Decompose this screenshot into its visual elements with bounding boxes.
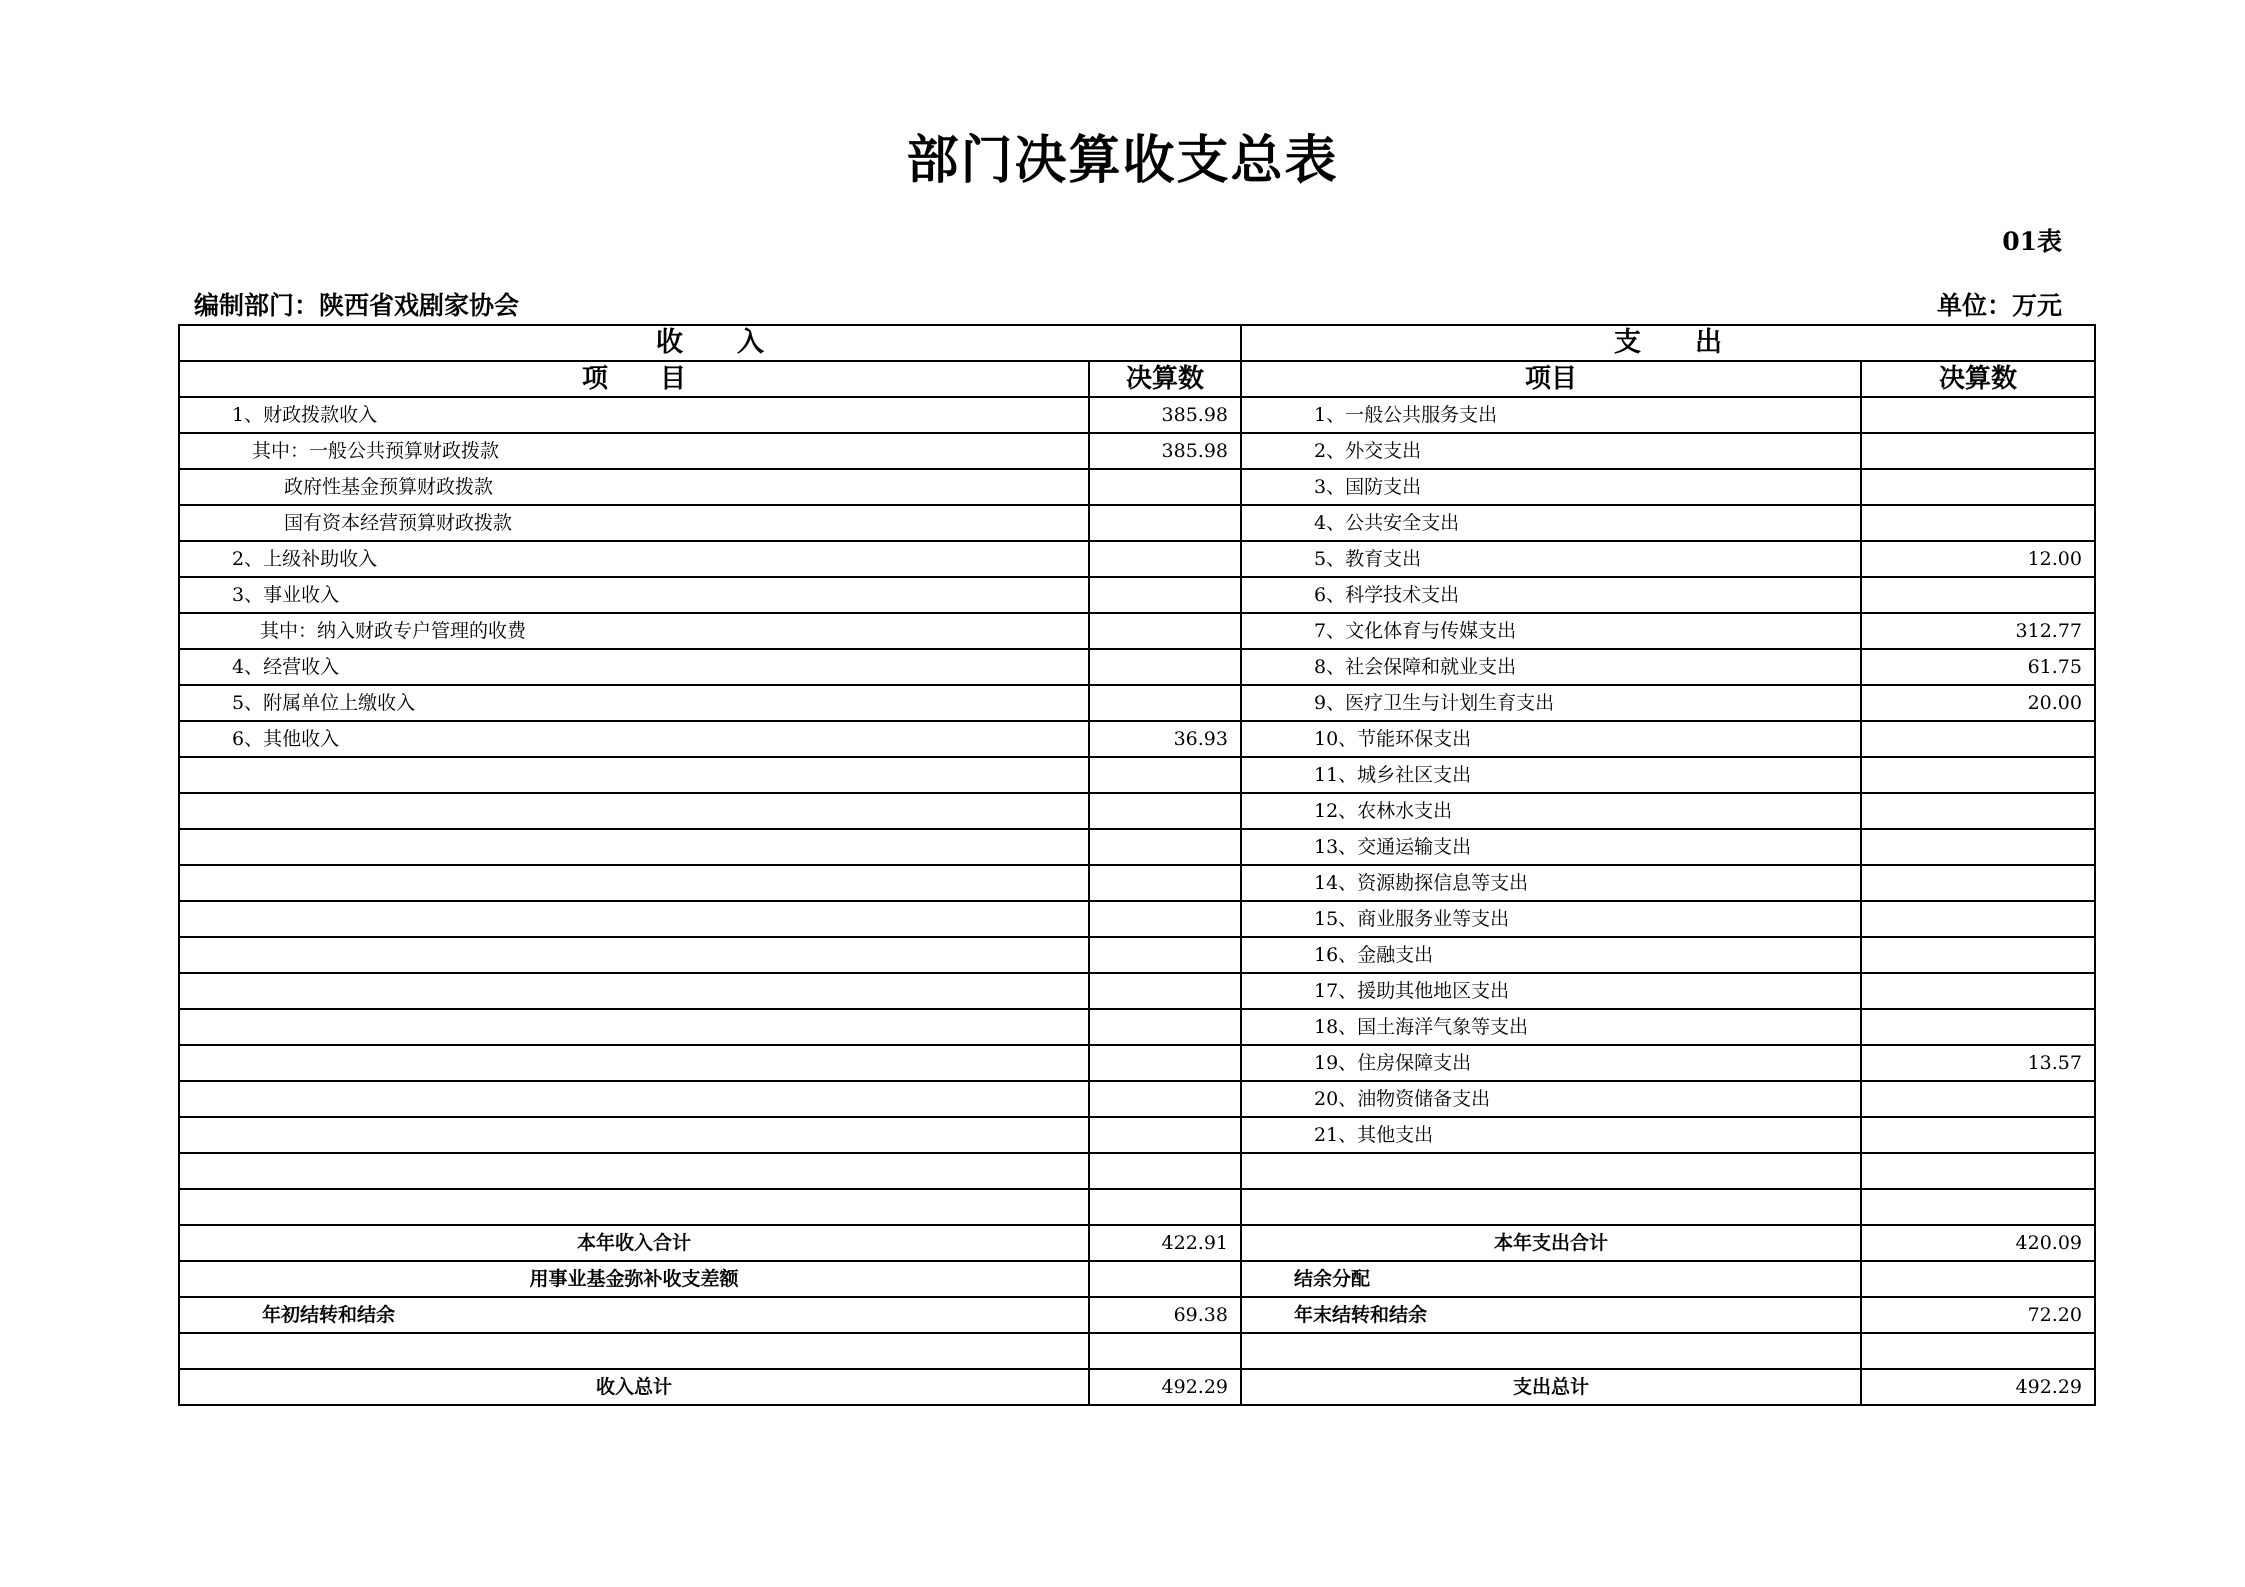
income-amount	[1089, 1045, 1241, 1081]
surplus-allocation-value	[1861, 1261, 2095, 1297]
income-item: 4、经营收入	[179, 649, 1089, 685]
table-row	[179, 613, 2095, 649]
expense-amount: 12.00	[1861, 541, 2095, 577]
expense-amount	[1861, 397, 2095, 433]
income-item	[179, 865, 1089, 901]
expense-item: 20、油物资储备支出	[1241, 1081, 1861, 1117]
income-item	[179, 757, 1089, 793]
expense-item: 5、教育支出	[1241, 541, 1861, 577]
expense-total-label: 本年支出合计	[1241, 1225, 1861, 1261]
income-item-header: 项 目	[179, 361, 1089, 397]
table-row	[179, 757, 2095, 793]
income-amount: 385.98	[1089, 433, 1241, 469]
table-row	[179, 649, 2095, 685]
income-item	[179, 901, 1089, 937]
income-total-label: 本年收入合计	[179, 1225, 1089, 1261]
table-row	[179, 469, 2095, 505]
income-amount	[1089, 649, 1241, 685]
column-header-row	[179, 361, 2095, 397]
expense-amount	[1861, 469, 2095, 505]
expense-amount	[1861, 829, 2095, 865]
expense-item: 14、资源勘探信息等支出	[1241, 865, 1861, 901]
table-row	[179, 433, 2095, 469]
income-amount	[1089, 685, 1241, 721]
expense-amount	[1861, 505, 2095, 541]
expense-item: 21、其他支出	[1241, 1117, 1861, 1153]
table-row	[179, 1081, 2095, 1117]
section-header-row	[179, 325, 2095, 361]
blank-cell	[1089, 1333, 1241, 1369]
table-row	[179, 1045, 2095, 1081]
expense-item: 4、公共安全支出	[1241, 505, 1861, 541]
begin-balance-value: 69.38	[1089, 1297, 1241, 1333]
expense-item: 19、住房保障支出	[1241, 1045, 1861, 1081]
expense-section-header: 支 出	[1241, 325, 2095, 361]
income-amount	[1089, 937, 1241, 973]
income-item	[179, 1045, 1089, 1081]
income-item: 其中：一般公共预算财政拨款	[179, 433, 1089, 469]
blank-row	[179, 1333, 2095, 1369]
table-row	[179, 1189, 2095, 1225]
table-row	[179, 577, 2095, 613]
income-amount	[1089, 1009, 1241, 1045]
table-row	[179, 721, 2095, 757]
department-label: 编制部门：陕西省戏剧家协会	[194, 291, 520, 320]
income-amount	[1089, 865, 1241, 901]
grand-expense-value: 492.29	[1861, 1369, 2095, 1405]
table-row	[179, 505, 2095, 541]
expense-item: 15、商业服务业等支出	[1241, 901, 1861, 937]
income-expense-table	[178, 324, 2096, 1406]
table-row	[179, 541, 2095, 577]
income-amount	[1089, 541, 1241, 577]
grand-expense-label: 支出总计	[1241, 1369, 1861, 1405]
expense-item: 12、农林水支出	[1241, 793, 1861, 829]
income-item	[179, 793, 1089, 829]
expense-amount	[1861, 1009, 2095, 1045]
expense-item: 6、科学技术支出	[1241, 577, 1861, 613]
expense-item: 11、城乡社区支出	[1241, 757, 1861, 793]
income-item	[179, 829, 1089, 865]
expense-amount	[1861, 1153, 2095, 1189]
expense-amount: 13.57	[1861, 1045, 2095, 1081]
table-number: 01表	[2002, 227, 2062, 256]
expense-amount: 20.00	[1861, 685, 2095, 721]
expense-total-value: 420.09	[1861, 1225, 2095, 1261]
income-amount	[1089, 1117, 1241, 1153]
income-amount	[1089, 829, 1241, 865]
income-amount	[1089, 613, 1241, 649]
begin-balance-label: 年初结转和结余	[179, 1297, 1089, 1333]
expense-item: 17、援助其他地区支出	[1241, 973, 1861, 1009]
expense-item: 3、国防支出	[1241, 469, 1861, 505]
income-item: 国有资本经营预算财政拨款	[179, 505, 1089, 541]
balance-row	[179, 1297, 2095, 1333]
income-amount	[1089, 793, 1241, 829]
income-item	[179, 973, 1089, 1009]
expense-item: 16、金融支出	[1241, 937, 1861, 973]
expense-amount	[1861, 757, 2095, 793]
income-total-value: 422.91	[1089, 1225, 1241, 1261]
expense-amount	[1861, 901, 2095, 937]
expense-item: 9、医疗卫生与计划生育支出	[1241, 685, 1861, 721]
fund-value	[1089, 1261, 1241, 1297]
expense-amount	[1861, 973, 2095, 1009]
expense-item	[1241, 1153, 1861, 1189]
expense-item	[1241, 1189, 1861, 1225]
income-item: 政府性基金预算财政拨款	[179, 469, 1089, 505]
expense-item: 8、社会保障和就业支出	[1241, 649, 1861, 685]
page-title: 部门决算收支总表	[906, 130, 1339, 191]
income-item	[179, 1081, 1089, 1117]
income-item: 6、其他收入	[179, 721, 1089, 757]
table-row	[179, 1117, 2095, 1153]
end-balance-label: 年末结转和结余	[1241, 1297, 1861, 1333]
income-amount	[1089, 757, 1241, 793]
income-item	[179, 937, 1089, 973]
blank-cell	[1241, 1333, 1861, 1369]
blank-cell	[1861, 1333, 2095, 1369]
expense-item: 2、外交支出	[1241, 433, 1861, 469]
blank-cell	[179, 1333, 1089, 1369]
table-row	[179, 793, 2095, 829]
income-item: 2、上级补助收入	[179, 541, 1089, 577]
expense-amount	[1861, 577, 2095, 613]
table-row	[179, 397, 2095, 433]
grand-income-label: 收入总计	[179, 1369, 1089, 1405]
expense-amount: 61.75	[1861, 649, 2095, 685]
expense-item: 13、交通运输支出	[1241, 829, 1861, 865]
income-amount	[1089, 505, 1241, 541]
expense-amount	[1861, 793, 2095, 829]
surplus-allocation-label: 结余分配	[1241, 1261, 1861, 1297]
expense-amount	[1861, 721, 2095, 757]
income-item	[179, 1189, 1089, 1225]
end-balance-value: 72.20	[1861, 1297, 2095, 1333]
table-row	[179, 1009, 2095, 1045]
table-row	[179, 1153, 2095, 1189]
income-amount: 36.93	[1089, 721, 1241, 757]
income-amount	[1089, 1081, 1241, 1117]
table-row	[179, 937, 2095, 973]
income-section-header: 收 入	[179, 325, 1241, 361]
grand-total-row	[179, 1369, 2095, 1405]
expense-item: 18、国土海洋气象等支出	[1241, 1009, 1861, 1045]
income-amount	[1089, 577, 1241, 613]
expense-amount	[1861, 937, 2095, 973]
expense-amount-header: 决算数	[1861, 361, 2095, 397]
table-row	[179, 829, 2095, 865]
table-row	[179, 901, 2095, 937]
grand-income-value: 492.29	[1089, 1369, 1241, 1405]
income-amount	[1089, 901, 1241, 937]
table-row	[179, 865, 2095, 901]
income-amount: 385.98	[1089, 397, 1241, 433]
expense-amount	[1861, 1189, 2095, 1225]
income-item: 5、附属单位上缴收入	[179, 685, 1089, 721]
expense-amount: 312.77	[1861, 613, 2095, 649]
expense-item: 7、文化体育与传媒支出	[1241, 613, 1861, 649]
income-item: 其中：纳入财政专户管理的收费	[179, 613, 1089, 649]
income-amount	[1089, 1153, 1241, 1189]
income-item	[179, 1009, 1089, 1045]
unit-label: 单位：万元	[1936, 291, 2062, 320]
table-row	[179, 973, 2095, 1009]
fund-row	[179, 1261, 2095, 1297]
income-amount	[1089, 1189, 1241, 1225]
expense-amount	[1861, 1117, 2095, 1153]
expense-item: 10、节能环保支出	[1241, 721, 1861, 757]
current-year-total-row	[179, 1225, 2095, 1261]
income-item: 1、财政拨款收入	[179, 397, 1089, 433]
expense-amount	[1861, 433, 2095, 469]
income-item	[179, 1153, 1089, 1189]
income-amount-header: 决算数	[1089, 361, 1241, 397]
expense-amount	[1861, 1081, 2095, 1117]
income-amount	[1089, 973, 1241, 1009]
fund-label: 用事业基金弥补收支差额	[179, 1261, 1089, 1297]
expense-item: 1、一般公共服务支出	[1241, 397, 1861, 433]
income-amount	[1089, 469, 1241, 505]
table-row	[179, 685, 2095, 721]
income-item	[179, 1117, 1089, 1153]
expense-amount	[1861, 865, 2095, 901]
income-item: 3、事业收入	[179, 577, 1089, 613]
expense-item-header: 项目	[1241, 361, 1861, 397]
